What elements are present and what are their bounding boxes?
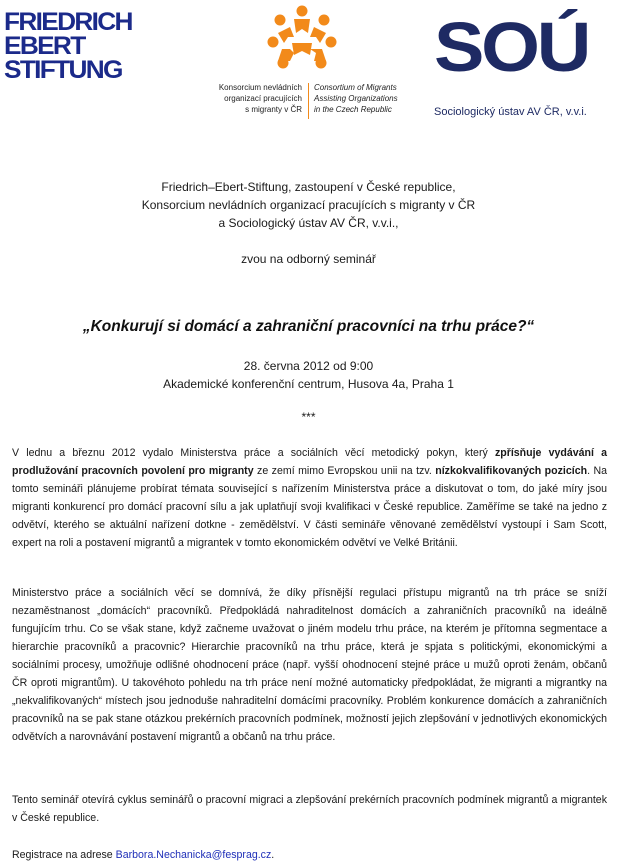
paragraph-3: Tento seminář otevírá cyklus seminářů o pracovní migraci a zlepšování prekérních pracovních podmínek migrantů a migrantek v České republice.	[12, 794, 607, 824]
organizers-line: Konsorcium nevládních organizací pracujících s migranty v ČR	[141, 198, 476, 212]
registration-email-link[interactable]: Barbora.Nechanicka@fesprag.cz	[115, 849, 272, 861]
fes-logo-line: FRIEDRICH	[4, 8, 132, 36]
fes-logo-line: STIFTUNG	[4, 56, 122, 84]
paragraph-2: Ministerstvo práce a sociálních věcí se domnívá, že díky přísnější regulaci přístupu migrantů na trh práce se sníží nezaměstnanost „domácích“ pracovníků. Předpokládá nahraditelnost domácích a zahraničních pracovníků na ideálně fungujícím trhu. Co se však stane, když začneme uvažovat o jiném modelu trhu práce, na kterém je přítomna segmentace a hierarchie pracovníků a pracovnic? Hierarchie pracovníků na trhu práce, která je spjata s politickými, ekonomickými a sociálními procesy, umožňuje odlišné ohodnocení práce (např. vyšší ohodnocení stejné práce u mužů oproti ženám, občanů ČR oproti migrantům). U takovéhoto pohledu na trh práce není možné automaticky předpokládat, že migranti a migrantky na „nekvalifikovaných“ místech jsou jednoduše nahraditelní domácími pracovníky. Problém konkurence domácích a zahraničních pracovníků na se pak stane otázkou prekérních pracovních podmínek, možností jejich zlepšování v jednotlivých ekonomických odvětvích a narovnávání postavení migrantů a občanů na trhu práce.	[12, 587, 607, 743]
date-venue-block	[0, 357, 617, 393]
invite-text: zvou na odborný seminář	[241, 252, 376, 266]
emphasis-text: zpřísňuje vydávání a prodlužování pracovních povolení pro migranty	[12, 447, 607, 477]
logo-divider	[308, 83, 309, 119]
organizers-line: Friedrich–Ebert-Stiftung, zastoupení v České republice,	[161, 180, 456, 194]
sou-logo-subtitle: Sociologický ústav AV ČR, v.v.i.	[434, 106, 587, 118]
sou-logo	[434, 10, 614, 120]
organizers-line: a Sociologický ústav AV ČR, v.v.i.,	[218, 216, 399, 230]
seminar-title: „Konkurují si domácí a zahraniční pracovníci na trhu práce?“	[82, 318, 535, 335]
paragraph-1: V lednu a březnu 2012 vydalo Ministerstva práce a sociálních věcí metodický pokyn, který zpřísňuje vydávání a prodlužování pracovních povolení pro migranty ze zemí mimo Evropskou unii na tzv. nízkokvalifikovaných pozicích. Na tomto semináři plánujeme probírat témata související s nařízením Ministerstva práce a diskutovat o tom, do jaké míry jsou migranti konkurencí pro domácí pracovní sílu a jak uplatňují svoji kvalifikaci v České republice. Zaměříme se také na jedno z odvětví, kterého se aktuální nařízení dotkne - zemědělství. V části semináře věnované zemědělství vystoupí i Sam Scott, expert na roli a postavení migrantů a migrantek v tomto ekonomickém odvětví ve Velké Británii.	[12, 447, 607, 549]
consortium-logo	[213, 3, 398, 123]
seminar-date: 28. června 2012 od 9:00	[243, 359, 374, 373]
consortium-label-cz: Konsorcium nevládních organizací pracujících s migranty v ČR	[218, 83, 302, 114]
emphasis-text: nízkokvalifikovaných pozicích	[435, 465, 588, 477]
seminar-venue: Akademické konferenční centrum, Husova 4a, Praha 1	[163, 377, 454, 391]
sou-logo-mark: SOÚ	[434, 8, 589, 86]
consortium-label-en: Consortium of Migrants Assisting Organizations in the Czech Republic	[314, 83, 398, 114]
fes-logo-line: EBERT	[4, 32, 85, 60]
people-circle-icon	[264, 3, 340, 77]
organizers-block	[0, 178, 617, 232]
fes-logo	[4, 10, 172, 82]
registration-line: Registrace na adrese Barbora.Nechanicka@fesprag.cz.	[12, 849, 275, 861]
section-separator: ***	[301, 410, 316, 424]
